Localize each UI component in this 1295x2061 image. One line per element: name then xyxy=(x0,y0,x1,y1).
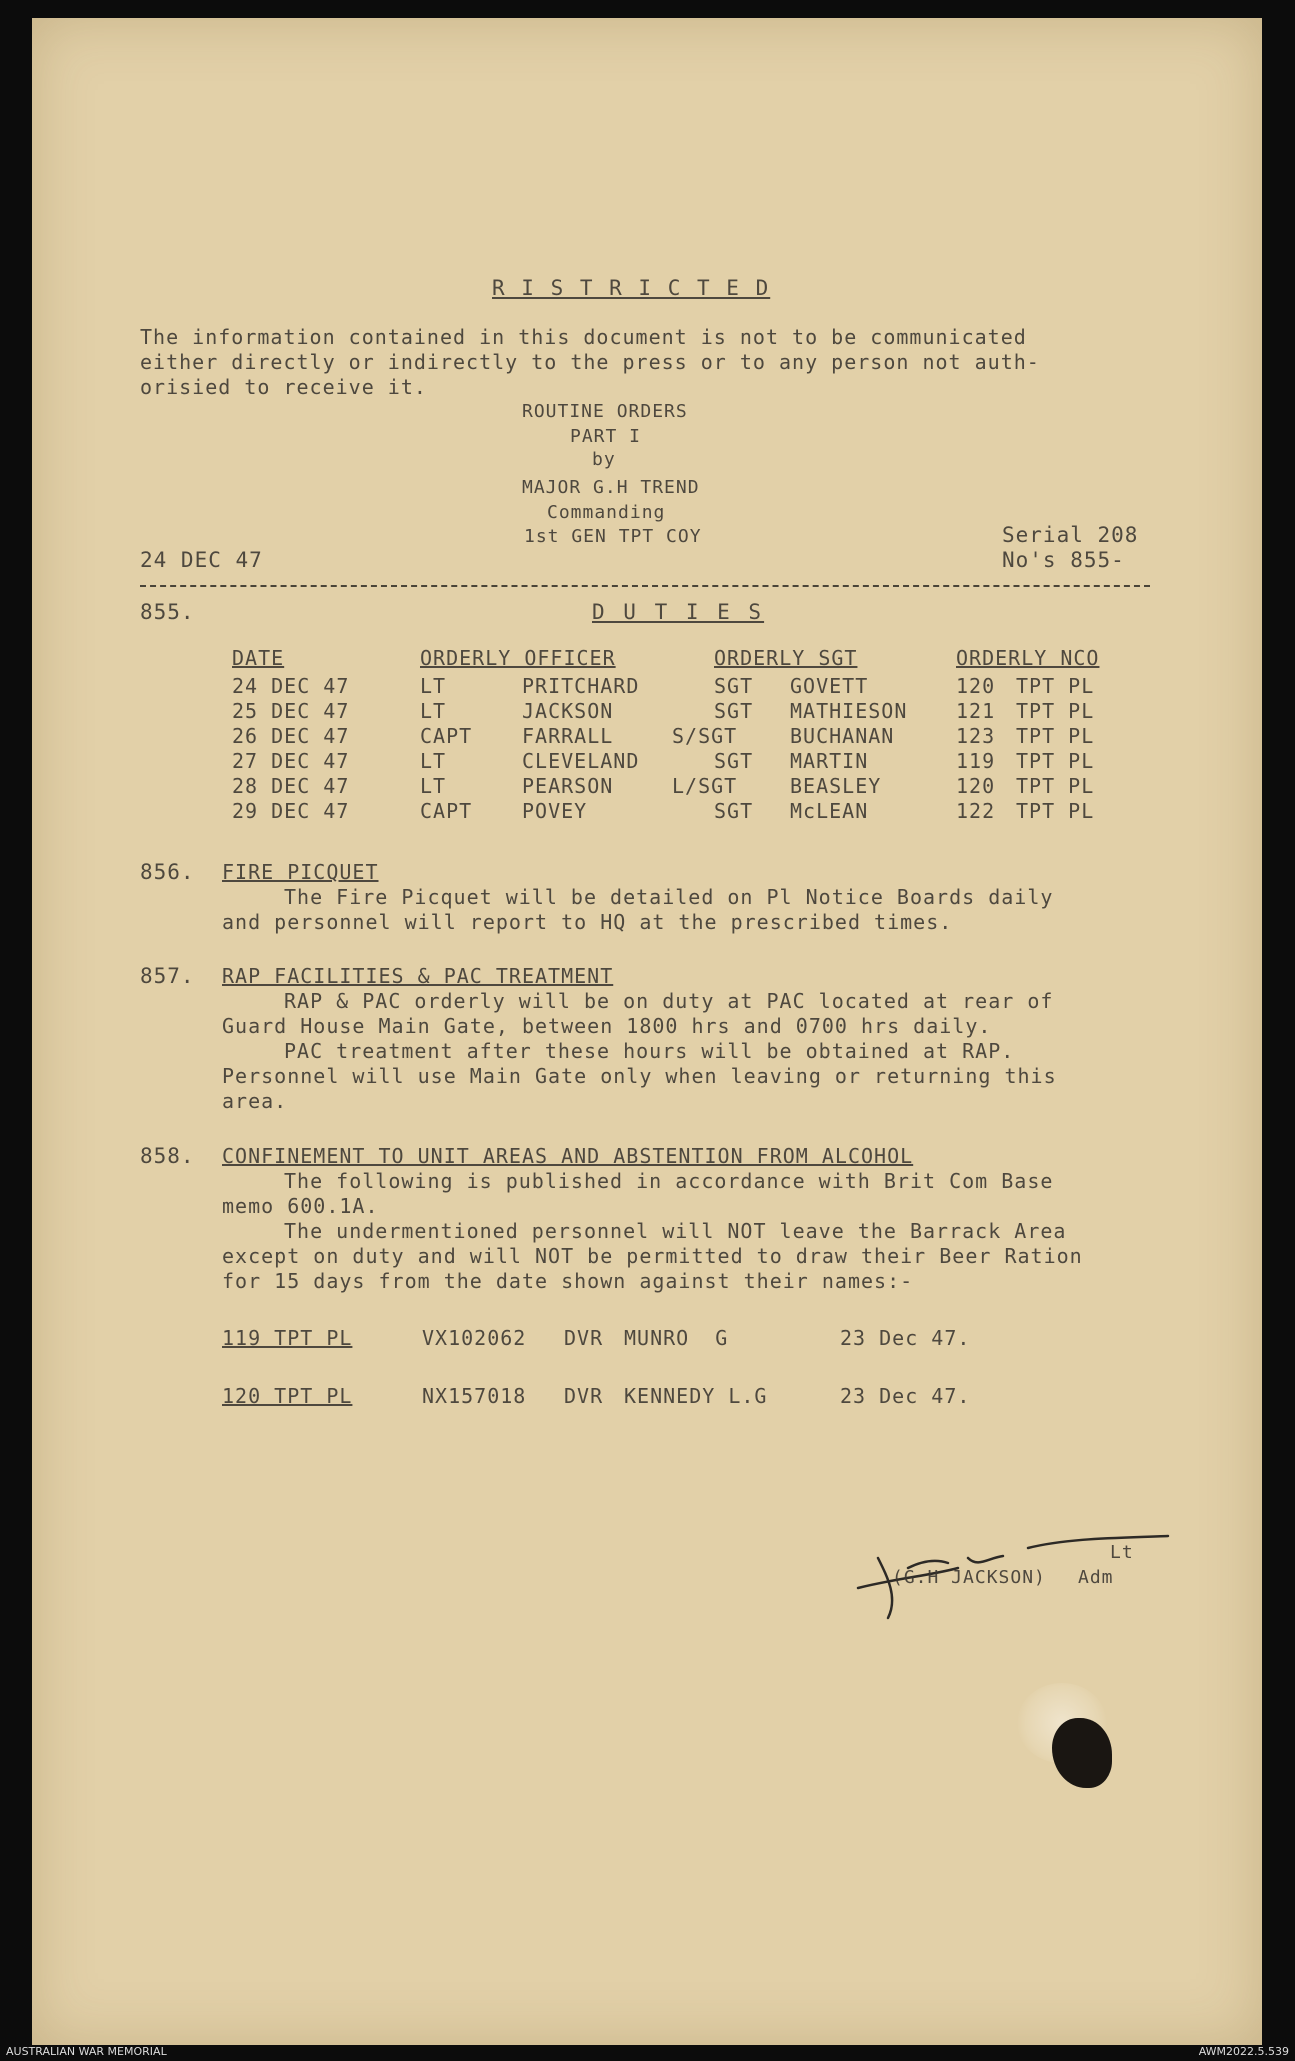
entry-date: 23 Dec 47. xyxy=(840,1384,971,1408)
signature-name: (G.H JACKSON) xyxy=(892,1567,1046,1588)
notice-line-3: orisied to receive it. xyxy=(140,375,427,399)
nco-unit: TPT PL xyxy=(1016,799,1095,823)
officer-rank: LT xyxy=(420,749,447,773)
by-line: by xyxy=(592,449,616,470)
s857-line-4: Personnel will use Main Gate only when leaving or returning this xyxy=(222,1064,1057,1088)
sgt-rank: S/SGT xyxy=(672,724,738,748)
nco-number: 120 xyxy=(956,774,996,798)
officer-rank: LT xyxy=(420,774,447,798)
sgt-rank: L/SGT xyxy=(672,774,738,798)
entry-name: MUNRO G xyxy=(624,1326,729,1350)
sgt-rank: SGT xyxy=(714,699,754,723)
officer-rank: LT xyxy=(420,674,447,698)
nco-unit: TPT PL xyxy=(1016,699,1095,723)
nco-number: 123 xyxy=(956,724,996,748)
sgt-name: MARTIN xyxy=(790,749,869,773)
s857-line-2: Guard House Main Gate, between 1800 hrs and 0700 hrs daily. xyxy=(222,1014,992,1038)
col-date: DATE xyxy=(232,646,285,670)
entry-date: 23 Dec 47. xyxy=(840,1326,971,1350)
nco-unit: TPT PL xyxy=(1016,724,1095,748)
sgt-rank: SGT xyxy=(714,674,754,698)
s856-number: 856. xyxy=(140,860,195,884)
s857-line-1: RAP & PAC orderly will be on duty at PAC located at rear of xyxy=(284,989,1054,1013)
entry-service-number: VX102062 xyxy=(422,1326,527,1350)
col-orderly-nco: ORDERLY NCO xyxy=(956,646,1100,670)
s857-line-5: area. xyxy=(222,1089,288,1113)
s857-number: 857. xyxy=(140,964,195,988)
divider xyxy=(140,585,1150,587)
s856-title: FIRE PICQUET xyxy=(222,860,379,884)
s858-line-5: for 15 days from the date shown against their names:- xyxy=(222,1269,914,1293)
nco-unit: TPT PL xyxy=(1016,749,1095,773)
sgt-name: BEASLEY xyxy=(790,774,882,798)
row-date: 26 DEC 47 xyxy=(232,724,350,748)
sgt-name: BUCHANAN xyxy=(790,724,895,748)
officer-rank: LT xyxy=(420,699,447,723)
entry-platoon: 119 TPT PL xyxy=(222,1326,353,1350)
order-date: 24 DEC 47 xyxy=(140,548,263,572)
order-numbers: No's 855- xyxy=(1002,548,1125,572)
s857-title: RAP FACILITIES & PAC TREATMENT xyxy=(222,964,614,988)
sgt-rank: SGT xyxy=(714,749,754,773)
footer-accession-number: AWM2022.5.539 xyxy=(1198,2045,1289,2058)
s856-line-2: and personnel will report to HQ at the prescribed times. xyxy=(222,910,953,934)
officer-name: FARRALL xyxy=(522,724,614,748)
officer-name: PEARSON xyxy=(522,774,614,798)
s858-title: CONFINEMENT TO UNIT AREAS AND ABSTENTION FROM ALCOHOL xyxy=(222,1144,914,1168)
col-orderly-officer: ORDERLY OFFICER xyxy=(420,646,616,670)
entry-platoon: 120 TPT PL xyxy=(222,1384,353,1408)
s858-line-2: memo 600.1A. xyxy=(222,1194,379,1218)
routine-orders: ROUTINE ORDERS xyxy=(522,401,688,422)
commanding: Commanding xyxy=(547,502,666,523)
ink-stain xyxy=(1052,1718,1112,1788)
entry-name: KENNEDY L.G xyxy=(624,1384,768,1408)
row-date: 29 DEC 47 xyxy=(232,799,350,823)
officer-rank: CAPT xyxy=(420,799,473,823)
nco-number: 120 xyxy=(956,674,996,698)
major-name: MAJOR G.H TREND xyxy=(522,477,700,498)
nco-unit: TPT PL xyxy=(1016,774,1095,798)
unit-name: 1st GEN TPT COY xyxy=(524,526,702,547)
officer-name: PRITCHARD xyxy=(522,674,640,698)
nco-number: 121 xyxy=(956,699,996,723)
s858-line-3: The undermentioned personnel will NOT leave the Barrack Area xyxy=(284,1219,1067,1243)
s857-line-3: PAC treatment after these hours will be obtained at RAP. xyxy=(284,1039,1015,1063)
duties-number: 855. xyxy=(140,600,195,624)
entry-service-number: NX157018 xyxy=(422,1384,527,1408)
notice-line-2: either directly or indirectly to the press or to any person not auth- xyxy=(140,350,1040,374)
entry-rank: DVR xyxy=(564,1326,604,1350)
signature-role: Adm xyxy=(1078,1567,1114,1588)
part-one: PART I xyxy=(570,426,642,447)
officer-name: JACKSON xyxy=(522,699,614,723)
footer-archive-name: AUSTRALIAN WAR MEMORIAL xyxy=(6,2045,167,2058)
notice-line-1: The information contained in this document is not to be communicated xyxy=(140,325,1027,349)
nco-unit: TPT PL xyxy=(1016,674,1095,698)
sgt-name: GOVETT xyxy=(790,674,869,698)
officer-name: POVEY xyxy=(522,799,588,823)
duties-title: D U T I E S xyxy=(592,600,765,624)
sgt-name: McLEAN xyxy=(790,799,869,823)
col-orderly-sgt: ORDERLY SGT xyxy=(714,646,858,670)
signature-rank: Lt xyxy=(1110,1542,1134,1563)
row-date: 24 DEC 47 xyxy=(232,674,350,698)
officer-rank: CAPT xyxy=(420,724,473,748)
document-page xyxy=(32,18,1262,2045)
row-date: 28 DEC 47 xyxy=(232,774,350,798)
nco-number: 122 xyxy=(956,799,996,823)
s858-number: 858. xyxy=(140,1144,195,1168)
s858-line-1: The following is published in accordance with Brit Com Base xyxy=(284,1169,1054,1193)
s856-line-1: The Fire Picquet will be detailed on Pl Notice Boards daily xyxy=(284,885,1054,909)
s858-line-4: except on duty and will NOT be permitted to draw their Beer Ration xyxy=(222,1244,1083,1268)
restricted-heading: R I S T R I C T E D xyxy=(492,276,771,300)
entry-rank: DVR xyxy=(564,1384,604,1408)
nco-number: 119 xyxy=(956,749,996,773)
row-date: 27 DEC 47 xyxy=(232,749,350,773)
officer-name: CLEVELAND xyxy=(522,749,640,773)
serial-number: Serial 208 xyxy=(1002,523,1139,547)
sgt-name: MATHIESON xyxy=(790,699,908,723)
row-date: 25 DEC 47 xyxy=(232,699,350,723)
sgt-rank: SGT xyxy=(714,799,754,823)
